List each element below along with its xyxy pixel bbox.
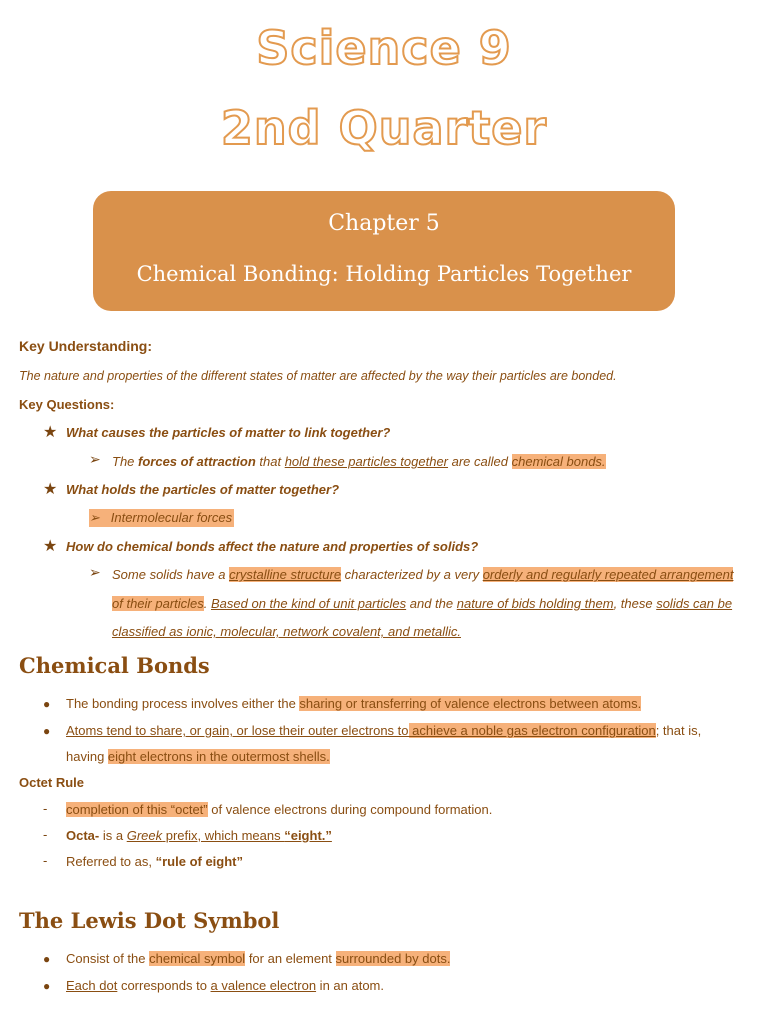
answer-1: The forces of attraction that hold these particles together are called chemical bonds. bbox=[112, 454, 606, 469]
star-bullet-icon: ★ bbox=[43, 481, 58, 498]
chemical-bonds-bullet-1: The bonding process involves either the sharing or transferring of valence electrons between atoms. bbox=[66, 696, 642, 711]
octet-rule-item-3: Referred to as, “rule of eight” bbox=[66, 854, 243, 869]
arrow-bullet-icon: ➢ bbox=[89, 451, 101, 467]
answer-3-line1: Some solids have a crystalline structure characterized by a very orderly and regularly repeated arrangement bbox=[112, 567, 734, 582]
chemical-bonds-heading: Chemical Bonds bbox=[19, 653, 210, 678]
answer-2: ➢ Intermolecular forces bbox=[89, 510, 233, 525]
key-understanding-heading: Key Understanding: bbox=[19, 338, 153, 354]
star-bullet-icon: ★ bbox=[43, 538, 58, 555]
key-understanding-text: The nature and properties of the different states of matter are affected by the way their particles are bonded. bbox=[19, 369, 617, 383]
star-bullet-icon: ★ bbox=[43, 424, 58, 441]
dash-bullet-icon: - bbox=[43, 801, 48, 816]
answer-3-line2: of their particles. Based on the kind of unit particles and the nature of bids holding them, these solids can be bbox=[112, 596, 733, 611]
key-questions-heading: Key Questions: bbox=[19, 397, 115, 412]
arrow-bullet-icon: ➢ bbox=[89, 510, 111, 525]
answer-3-line3: classified as ionic, molecular, network covalent, and metallic. bbox=[112, 624, 461, 639]
chemical-bonds-bullet-2-line1: Atoms tend to share, or gain, or lose their outer electrons to achieve a noble gas electron configuration; that is, bbox=[66, 723, 702, 738]
dash-bullet-icon: - bbox=[43, 827, 48, 842]
lewis-heading: The Lewis Dot Symbol bbox=[19, 908, 280, 933]
bullet-icon: ● bbox=[43, 952, 51, 966]
lewis-bullet-1: Consist of the chemical symbol for an element surrounded by dots. bbox=[66, 951, 451, 966]
lewis-bullet-2: Each dot corresponds to a valence electron in an atom. bbox=[66, 978, 384, 993]
question-1: What causes the particles of matter to link together? bbox=[66, 425, 391, 440]
octet-rule-item-1: completion of this “octet” of valence electrons during compound formation. bbox=[66, 802, 493, 817]
bullet-icon: ● bbox=[43, 979, 51, 993]
question-2: What holds the particles of matter together? bbox=[66, 482, 340, 497]
dash-bullet-icon: - bbox=[43, 853, 48, 868]
arrow-bullet-icon: ➢ bbox=[89, 564, 101, 580]
octet-rule-heading: Octet Rule bbox=[19, 775, 85, 790]
bullet-icon: ● bbox=[43, 697, 51, 711]
chapter-title: Chemical Bonding: Holding Particles Together bbox=[136, 262, 632, 286]
chemical-bonds-bullet-2-line2: having eight electrons in the outermost shells. bbox=[66, 749, 330, 764]
octet-rule-item-2: Octa- is a Greek prefix, which means “eight.” bbox=[66, 828, 332, 843]
chapter-banner bbox=[93, 191, 675, 311]
page-title-line2: 2nd Quarter bbox=[220, 101, 548, 155]
page-title-line1: Science 9 bbox=[256, 21, 512, 75]
bullet-icon: ● bbox=[43, 724, 51, 738]
chapter-number: Chapter 5 bbox=[328, 211, 440, 236]
question-3: How do chemical bonds affect the nature and properties of solids? bbox=[66, 539, 479, 554]
